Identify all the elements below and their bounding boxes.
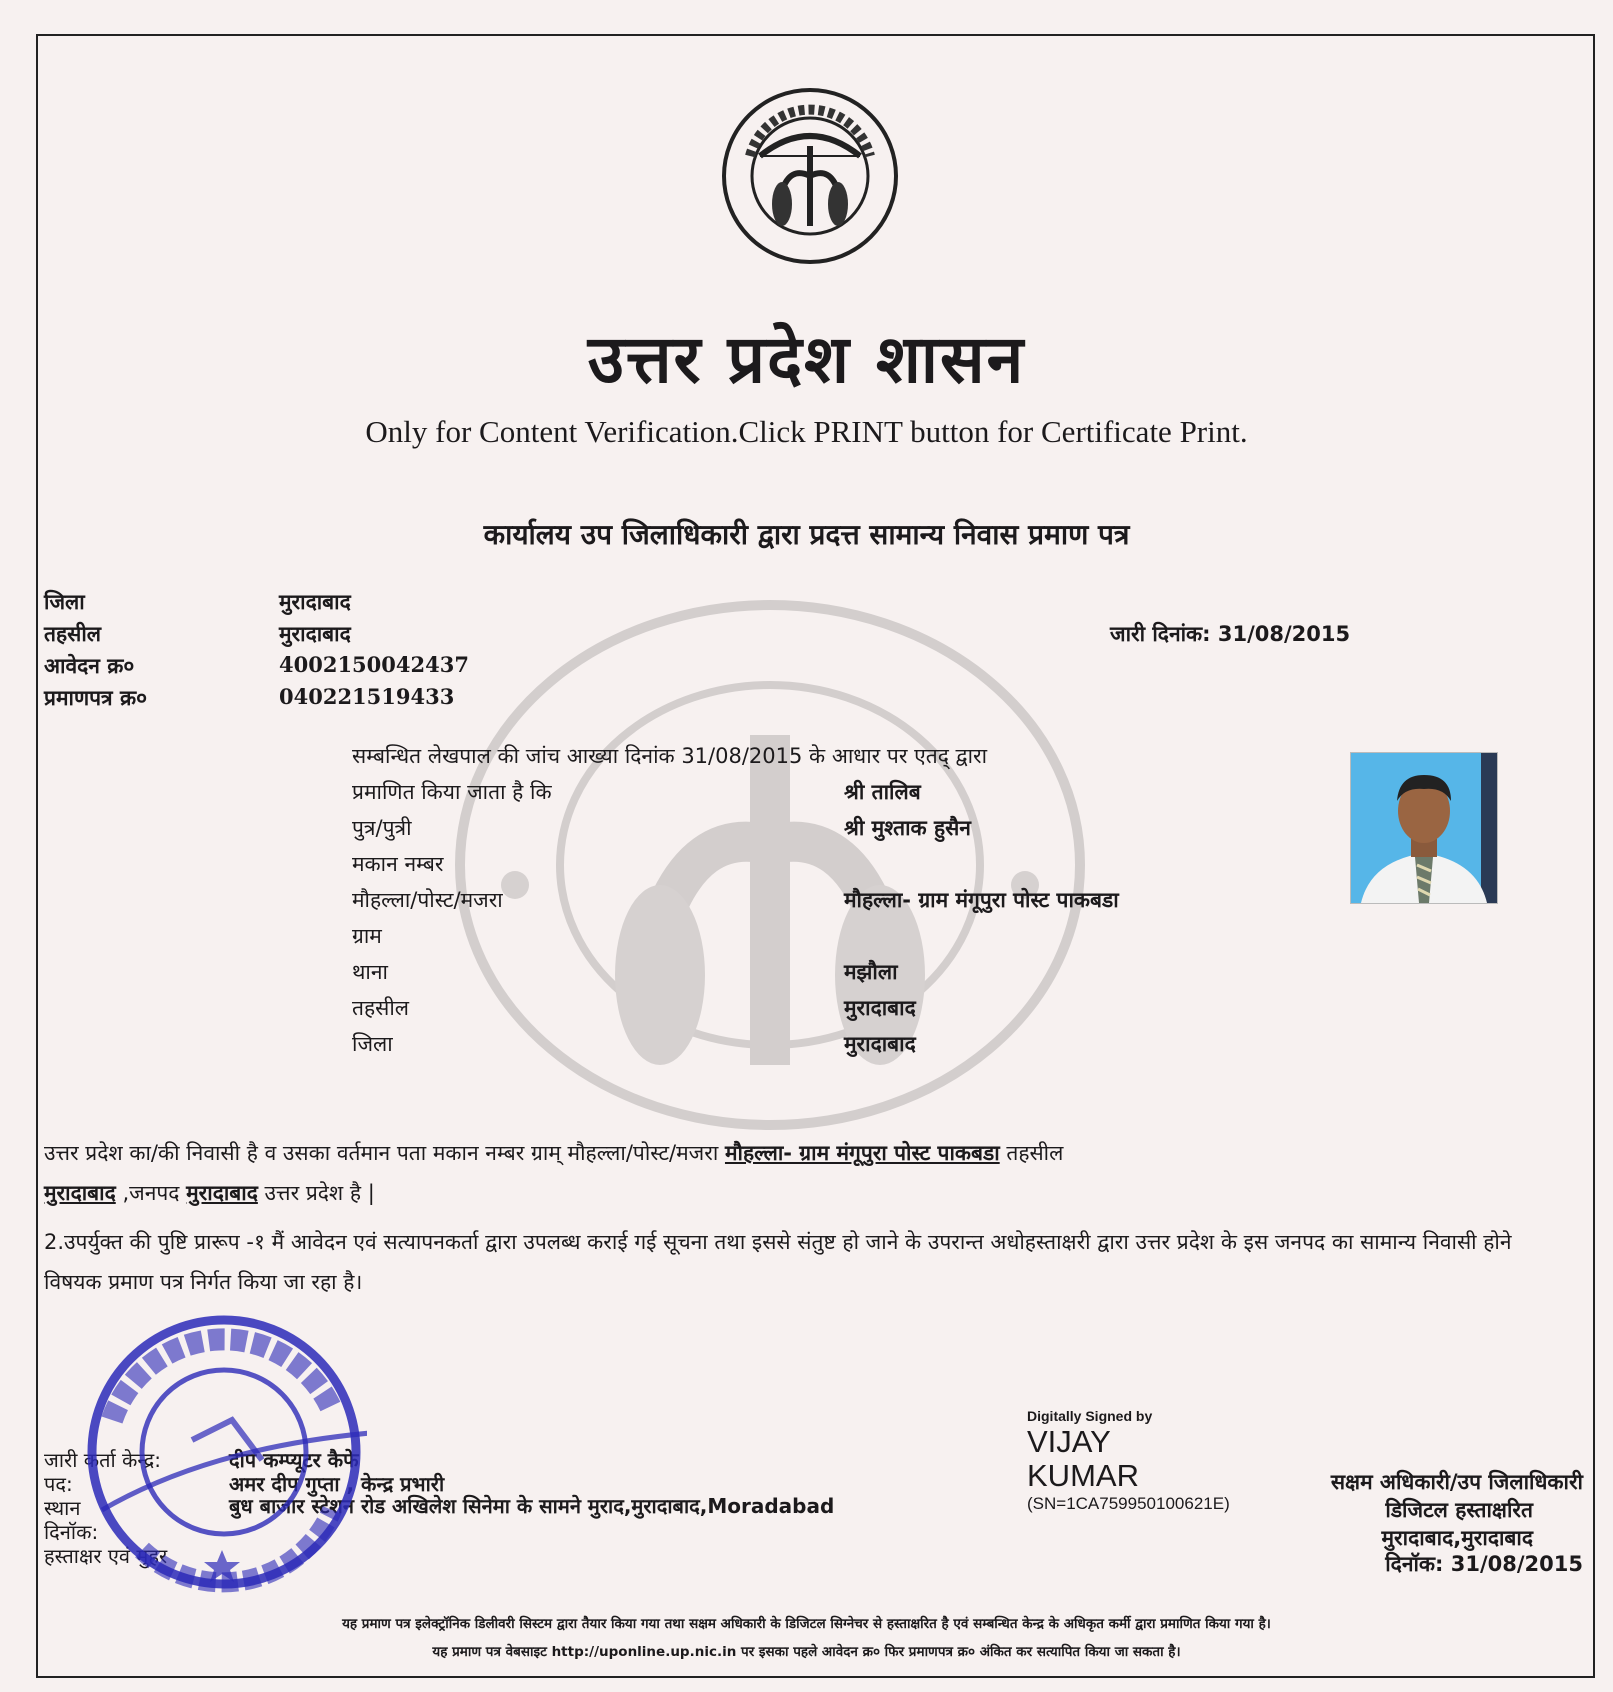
authority-date: दिनॉक: 31/08/2015 bbox=[1385, 1552, 1583, 1576]
detail-row bbox=[352, 922, 1252, 952]
application-label: आवेदन क्र० bbox=[44, 654, 135, 678]
residence-paragraph bbox=[44, 1133, 1574, 1213]
detail-value: मौहल्ला- ग्राम मंगूपुरा पोस्ट पाकबडा bbox=[844, 888, 1119, 912]
detail-value: श्री मुश्ताक हुसैन bbox=[844, 816, 971, 840]
signer-serial: (SN=1CA759950100621E) bbox=[1027, 1494, 1230, 1513]
issuer-center-value: दीप कम्प्यूटर कैफे bbox=[229, 1448, 359, 1472]
residence-part2: तहसील bbox=[999, 1141, 1064, 1165]
up-government-emblem bbox=[720, 86, 900, 266]
detail-value: मुरादाबाद bbox=[844, 996, 916, 1020]
issuer-post-label: पद: bbox=[44, 1472, 73, 1496]
certificate-number: 040221519433 bbox=[279, 684, 455, 709]
residence-part1: उत्तर प्रदेश का/की निवासी है व उसका वर्तमान पता मकान नम्बर ग्राम् मौहल्ला/पोस्ट/मजरा bbox=[44, 1141, 725, 1165]
detail-row bbox=[352, 994, 1252, 1024]
detail-row bbox=[352, 1030, 1252, 1060]
detail-value: मुरादाबाद bbox=[844, 1032, 916, 1056]
issuer-center-label: जारी कर्ता केन्द्र: bbox=[44, 1448, 161, 1472]
issuer-post bbox=[44, 1470, 445, 1497]
authority-place: मुरादाबाद,मुरादाबाद bbox=[1381, 1526, 1533, 1550]
authority-signed: डिजिटल हस्ताक्षरित bbox=[1385, 1498, 1533, 1522]
declaration-paragraph: 2.उपर्युक्त की पुष्टि प्रारूप -१ मैं आवेदन एवं सत्यापनकर्ता द्वारा उपलब्ध कराई गई सूचना तथा इससे संतुष्ट हो जाने के उपरान्त अधोहस्ताक्षरी द्वारा उत्तर प्रदेश के इस जनपद का सामान्य निवासी होने विषयक प्रमाण पत्र निर्गत किया जा रहा है। bbox=[44, 1230, 1512, 1294]
detail-label: मौहल्ला/पोस्ट/मजरा bbox=[352, 888, 503, 912]
detail-row bbox=[352, 850, 1252, 880]
verification-notice: Only for Content Verification.Click PRINT button for Certificate Print. bbox=[365, 414, 1248, 449]
certificate-label: प्रमाणपत्र क्र० bbox=[44, 686, 148, 710]
tehsil-label: तहसील bbox=[44, 622, 101, 646]
detail-label: ग्राम bbox=[352, 924, 382, 948]
footer-note-2: यह प्रमाण पत्र वेबसाइट http://uponline.up.nic.in पर इसका पहले आवेदन क्र० फिर प्रमाणपत्र क्र० अंकित कर सत्यापित किया जा सकता है। bbox=[432, 1644, 1181, 1660]
detail-label: मकान नम्बर bbox=[352, 852, 444, 876]
issuer-sign-label: हस्ताक्षर एवं मुहर bbox=[44, 1544, 168, 1568]
residence-tehsil: मुरादाबाद bbox=[44, 1181, 116, 1205]
authority-title: सक्षम अधिकारी/उप जिलाधिकारी bbox=[1330, 1470, 1583, 1494]
application-number: 4002150042437 bbox=[279, 652, 469, 677]
issuer-post-value: अमर दीप गुप्ता , केन्द्र प्रभारी bbox=[229, 1472, 445, 1496]
digitally-signed-label: Digitally Signed by bbox=[1027, 1408, 1153, 1424]
certificate-heading: उत्तर प्रदेश शासन bbox=[587, 321, 1026, 398]
detail-value: मझौला bbox=[844, 960, 898, 984]
detail-label: पुत्र/पुत्री bbox=[352, 816, 412, 840]
detail-value: श्री तालिब bbox=[844, 780, 921, 804]
detail-label: थाना bbox=[352, 960, 388, 984]
residence-address: मौहल्ला- ग्राम मंगूपुरा पोस्ट पाकबडा bbox=[724, 1141, 1000, 1165]
issuer-place-value: बुध बाजार स्टेशन रोड अखिलेश सिनेमा के सामने मुराद,मुरादाबाद,Moradabad bbox=[229, 1494, 835, 1518]
issue-date-label: जारी दिनांक: bbox=[1110, 622, 1211, 646]
signer-name-last: KUMAR bbox=[1027, 1458, 1139, 1493]
detail-label: प्रमाणित किया जाता है कि bbox=[352, 780, 552, 804]
detail-label: तहसील bbox=[352, 996, 409, 1020]
detail-row bbox=[352, 886, 1252, 916]
footer-note-1: यह प्रमाण पत्र इलेक्ट्रॉनिक डिलीवरी सिस्टम द्वारा तैयार किया गया तथा सक्षम अधिकारी के डिजिटल सिग्नेचर से हस्ताक्षरित है एवं सम्बन्धित केन्द्र के अधिकृत कर्मी द्वारा प्रमाणित किया गया है। bbox=[342, 1616, 1271, 1632]
residence-part3: ,जनपद bbox=[115, 1181, 187, 1205]
district-label: जिला bbox=[44, 590, 85, 614]
detail-row bbox=[352, 778, 1252, 808]
issuer-date-label: दिनॉक: bbox=[44, 1520, 99, 1544]
detail-row bbox=[352, 814, 1252, 844]
center-seal-stamp bbox=[82, 1310, 367, 1595]
certificate-title: कार्यालय उप जिलाधिकारी द्वारा प्रदत्त सामान्य निवास प्रमाण पत्र bbox=[483, 518, 1130, 551]
detail-row bbox=[352, 958, 1252, 988]
district-value: मुरादाबाद bbox=[279, 589, 351, 614]
signer-name-first: VIJAY bbox=[1027, 1424, 1111, 1459]
detail-label: जिला bbox=[352, 1032, 393, 1056]
issue-date-value: 31/08/2015 bbox=[1217, 622, 1351, 646]
issue-date bbox=[1110, 620, 1350, 648]
issuer-place-label: स्थान bbox=[44, 1496, 81, 1520]
intro-line: सम्बन्धित लेखपाल की जांच आख्या दिनांक 31/08/2015 के आधार पर एतद् द्वारा bbox=[352, 744, 988, 768]
applicant-photo bbox=[1350, 752, 1498, 904]
residence-district: मुरादाबाद bbox=[186, 1181, 258, 1205]
tehsil-value: मुरादाबाद bbox=[279, 621, 351, 646]
residence-part4: उत्तर प्रदेश है | bbox=[257, 1181, 375, 1205]
